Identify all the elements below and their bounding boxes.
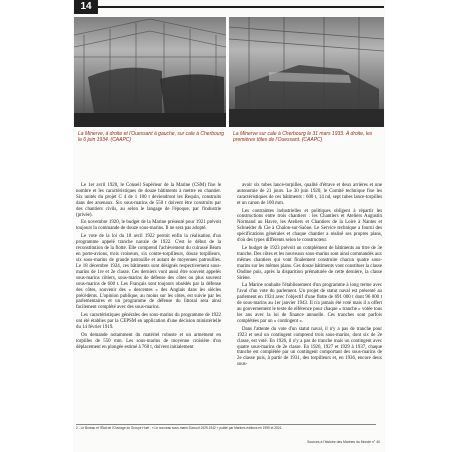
paragraph: La Marine souhaite l'établissement d'un programme à long terme avec l'aval d'un vote du parlement. Un projet de statut naval est présenté au parlement en 1924 avec l'objectif d'une flotte de 691 000 t dont 96 000 t de sous-marins au 1er janvier 1943. Il n'a jamais été voté mais il a offert au gouvernement le texte de référence pour chaque « tranche » votée tous les ans avec la loi de finance annuelle. Ces tranches sont parfois complétées par un « contingent ». [237, 283, 382, 325]
paragraph: Les contraintes industrielles et politiques obligent à répartir les constructions entre trois chantiers : les Chantiers et Ateliers Augustin Normand au Havre, les Ateliers et Chantiers de la Loire à Nantes et Schneider & Cie à Chalon-sur-Saône. Le Service technique a fourni des spécifications générales et chaque chantier a réalisé ses propres plans, d'où des types différents selon le constructeur. [237, 208, 382, 244]
photo-shipyard-left [74, 17, 226, 127]
paragraph: En novembre 1920, le budget de la Marine présenté pour 1921 prévoit toujours la commande de douze sous-marins. Il ne sera pas adopté. [76, 220, 221, 232]
running-head: Sources à l'histoire des Marines du Monde n° 40 [307, 440, 380, 444]
paragraph: Dans l'attente du vote d'un statut naval, il n'y a pas de tranche pour 1923 et seul un contingent comprend trois sous-marins, dont six de 2e classe, est voté. En 1926, il n'y a pas de tranche mais un contingent avec quatre sous-marins de 2e classe. En 1926, 1927 et 1929 à 1937, chaque tranche est complétée par un contingent comportant des sous-marins de 2e classe puis, à partir de 1931, des torpilleurs et, en 1936, encore deux sous- [237, 326, 382, 368]
paragraph: Les caractéristiques générales des sous-marins du programme de 1922 ont été établies par la CEPSM en application d'une décision ministérielle du 14 février 1919. [76, 313, 221, 330]
caption-left: La Minerve, à droite et l'Ouessant à gauche, sur cale à Cherbourg le 6 juin 1934. (CAAPC) [78, 131, 225, 144]
header-rule [98, 6, 384, 8]
paragraph: Le vote de la loi du 18 avril 1922 permit enfin la réalisation d'un programme appelé tranche navale de 1922. C'est le début de la reconstitution de la flotte. Elle comprend l'achèvement du cuirassé Béarn en porte-avions, trois croiseurs, six contre-torpilleurs, douze torpilleurs, six sous-marins de grande patrouille et autant de moyennes patrouilles. Le 18 décembre 1924, ces bâtiments sont désignés respectivement sous-marins de 1re et 2e classe. Ces derniers vont aussi être souvent appelés sous-marins côtiers, sous-marins de défense des côtes ou plus souvent sous-marins de 600 t. Les Français sont toujours obsédés par la défense des côtes, souvenir des « descentes » des Anglais dans les siècles précédents. L'opinion publique, au moins sur les côtes, est suivie par les parlementaires et un programme de défense du littoral sera ainsi facilement complété avec des sous-marins. [76, 234, 221, 311]
paragraph: Le budget de 1923 prévoit un complément de bâtiments au titre de 3e tranche. Des côtes et les nouveaux sous-marins sont ainsi commandés aux mêmes chantiers qui vont finalement construire chacun quatre sous-marins sur les mêmes plans. Ces douze bâtiments vont constituer la classe Ondine puis, après la disparition prématurée de cette dernière, la classe Sirène. [237, 245, 382, 281]
shipyard-photo-left-graphic [74, 17, 226, 127]
footnote: 2 - Le Bureau et l'État de l'Ouvrage du Groupe Huet : « Le nouveau sous-marin Surcouf 1929-1942 » publié par Marines éditions en 1999 et 2001. [76, 424, 376, 430]
caption-right: La Minerve sur cale à Cherbourg le 31 mars 1933. À droite, les premières tôles de l'Ouessant. (CAAPC) [233, 131, 373, 144]
page-number: 14 [74, 0, 98, 14]
magazine-page [74, 0, 384, 452]
paragraph: Le 1er avril 1920, le Conseil Supérieur de la Marine (CSM) fixe le nombre et les caractéristiques de douze bâtiments à mettre en chantier. Six unités du projet C 4 de 1 100 t deviendront les Requin, construits dans des arsenaux. Six sous-marins de 550 t doivent être construits par des chantiers civils, au selon le langage de l'époque, par l'industrie (privée). [76, 183, 221, 218]
text-column-left [76, 183, 221, 352]
paragraph: On demande notamment du matériel robuste et un armement en torpilles de 550 mm. Les sous-marins de moyenne croisière d'un déplacement en plongée estimé à 760 t, doivent initialement [76, 332, 221, 350]
photo-shipyard-right [229, 17, 384, 127]
paragraph: avoir six tubes lance-torpilles, qualité d'étrave et deux arrières et une autonomie de 21 jours. Le 30 juin 1920, le Comité technique fixe les caractéristiques de ces bâtiments : 600 t, 14 nd, sept tubes lance-torpilles et un canon de 100 mm. [237, 183, 382, 206]
text-column-right [237, 183, 382, 370]
shipyard-photo-right-graphic [229, 17, 384, 127]
